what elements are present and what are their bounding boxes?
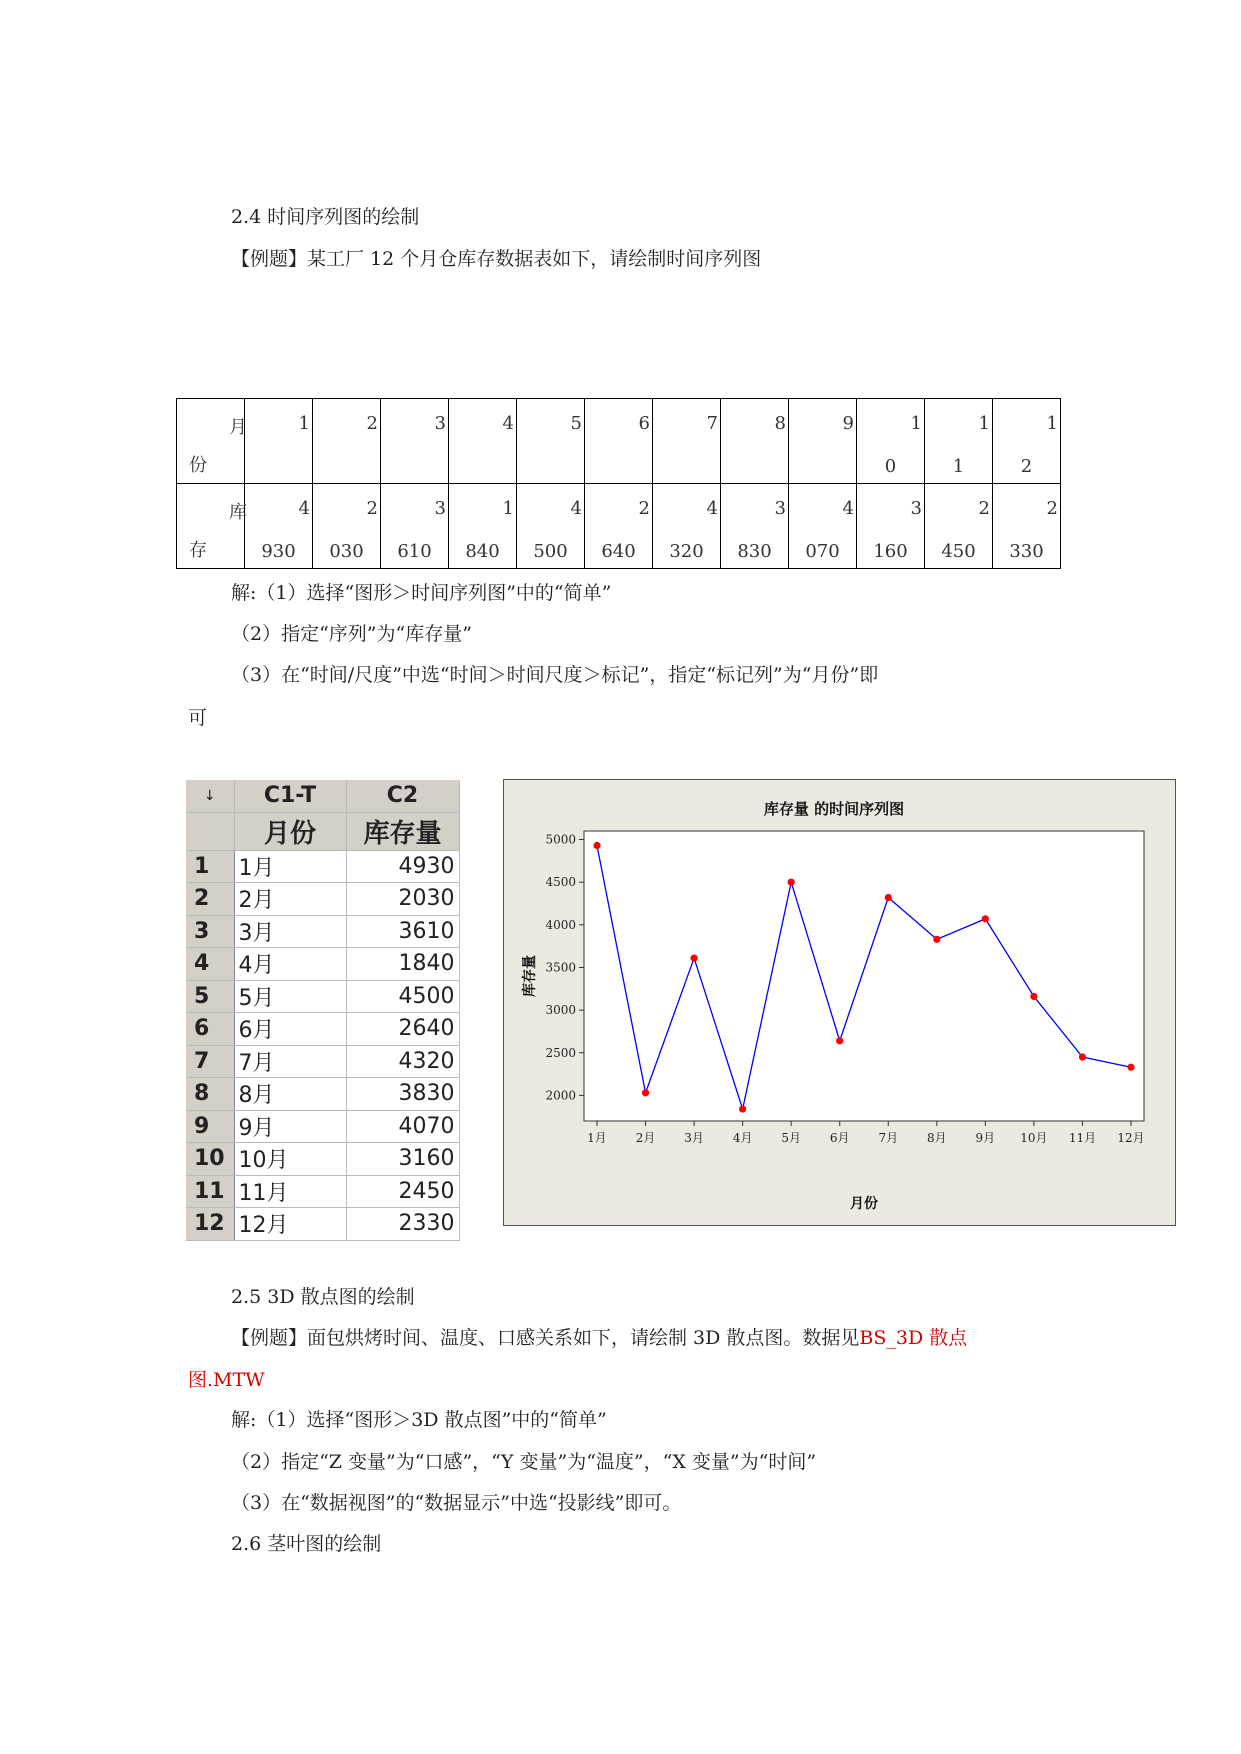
table-cell-stock <box>653 484 721 569</box>
table-cell-bottom: 500 <box>533 541 568 562</box>
y-tick-label: 4000 <box>545 917 576 932</box>
y-tick-label: 3000 <box>545 1003 576 1018</box>
table-cell-month <box>381 399 449 484</box>
worksheet-row <box>186 980 459 1013</box>
table-cell-top: 3 <box>434 498 446 519</box>
worksheet-row <box>186 915 459 948</box>
table-cell-bottom: 450 <box>941 541 976 562</box>
x-axis-title: 月份 <box>850 1196 878 1212</box>
table-header-month-bottom: 份 <box>189 455 207 476</box>
row-number[interactable]: 12 <box>186 1208 234 1241</box>
table-header-stock <box>177 484 245 569</box>
row-number[interactable]: 11 <box>186 1175 234 1208</box>
table-cell-stock <box>925 484 993 569</box>
y-tick-label: 4500 <box>545 875 576 890</box>
worksheet-corner-blank <box>186 812 234 850</box>
data-file-link[interactable]: BS_3D 散点 <box>859 1327 968 1349</box>
table-cell-month <box>653 399 721 484</box>
y-tick-label: 5000 <box>545 832 576 847</box>
column-name-month[interactable]: 月份 <box>234 812 346 850</box>
x-tick-label: 3月 <box>684 1131 704 1145</box>
x-tick-label: 9月 <box>975 1131 996 1145</box>
row-number[interactable]: 10 <box>186 1143 234 1176</box>
time-series-chart <box>503 779 1176 1226</box>
cell-stock[interactable]: 4930 <box>346 850 459 883</box>
y-tick-label: 3500 <box>545 960 576 975</box>
table-cell-bottom: 610 <box>397 541 432 562</box>
row-number[interactable]: 6 <box>186 1013 234 1046</box>
table-cell-top: 1 <box>910 413 922 434</box>
table-cell-stock <box>381 484 449 569</box>
y-tick-label: 2500 <box>545 1045 576 1060</box>
table-cell-month <box>925 399 993 484</box>
row-number[interactable]: 7 <box>186 1045 234 1078</box>
table-cell-stock <box>721 484 789 569</box>
data-point <box>836 1037 843 1044</box>
table-cell-bottom: 160 <box>873 541 908 562</box>
cell-month[interactable]: 10月 <box>234 1143 346 1176</box>
worksheet-row <box>186 1208 459 1241</box>
cell-stock[interactable]: 4320 <box>346 1045 459 1078</box>
plot-area <box>584 831 1144 1121</box>
data-point <box>788 879 795 886</box>
cell-month[interactable]: 11月 <box>234 1175 346 1208</box>
worksheet-row <box>186 1110 459 1143</box>
table-cell-top: 4 <box>298 498 310 519</box>
table-cell-top: 2 <box>366 498 378 519</box>
table-cell-bottom: 330 <box>1009 541 1044 562</box>
data-file-link-cont[interactable]: 图.MTW <box>188 1369 265 1391</box>
row-number[interactable]: 2 <box>186 883 234 916</box>
table-cell-stock <box>449 484 517 569</box>
table-cell-stock <box>993 484 1061 569</box>
table-header-month-top: 月 <box>229 417 247 438</box>
table-cell-top: 1 <box>502 498 514 519</box>
table-cell-top: 4 <box>842 498 854 519</box>
table-cell-stock <box>517 484 585 569</box>
table-row-month <box>177 399 1061 484</box>
example-text-2-5-main: 【例题】面包烘烤时间、温度、口感关系如下，请绘制 3D 散点图。数据见 <box>231 1327 860 1349</box>
data-point <box>739 1105 746 1112</box>
cell-month[interactable]: 5月 <box>234 980 346 1013</box>
x-tick-label: 11月 <box>1068 1131 1097 1145</box>
data-point <box>642 1089 649 1096</box>
table-cell-bottom: 320 <box>669 541 704 562</box>
cell-stock[interactable]: 2330 <box>346 1208 459 1241</box>
data-point <box>1030 993 1037 1000</box>
table-cell-top: 2 <box>366 413 378 434</box>
data-point <box>933 936 940 943</box>
row-number[interactable]: 8 <box>186 1078 234 1111</box>
cell-month[interactable]: 4月 <box>234 948 346 981</box>
x-tick-label: 8月 <box>926 1131 947 1145</box>
section-heading-2-4: 2.4 时间序列图的绘制 <box>231 206 420 228</box>
table-cell-top: 2 <box>638 498 650 519</box>
worksheet-row <box>186 1045 459 1078</box>
worksheet-row <box>186 1013 459 1046</box>
table-cell-bottom: 640 <box>601 541 636 562</box>
row-number[interactable]: 9 <box>186 1110 234 1143</box>
x-tick-label: 5月 <box>781 1131 802 1145</box>
table-cell-bottom: 830 <box>737 541 772 562</box>
x-tick-label: 12月 <box>1117 1131 1145 1145</box>
column-name-stock[interactable]: 库存量 <box>346 812 459 850</box>
table-cell-top: 3 <box>910 498 922 519</box>
table-cell-month <box>993 399 1061 484</box>
table-cell-month <box>449 399 517 484</box>
x-tick-label: 4月 <box>732 1131 753 1145</box>
cell-stock[interactable]: 2030 <box>346 883 459 916</box>
table-cell-month <box>313 399 381 484</box>
worksheet-row <box>186 1143 459 1176</box>
table-cell-top: 1 <box>298 413 310 434</box>
cell-stock[interactable]: 2640 <box>346 1013 459 1046</box>
data-point <box>885 894 892 901</box>
cell-month[interactable]: 1月 <box>234 850 346 883</box>
table-cell-top: 8 <box>774 413 786 434</box>
table-cell-top: 3 <box>434 413 446 434</box>
solution-2-5-step-3: （3）在“数据视图”的“数据显示”中选“投影线”即可。 <box>231 1492 682 1514</box>
table-cell-bottom: 1 <box>952 456 965 477</box>
cell-stock[interactable]: 4070 <box>346 1110 459 1143</box>
table-cell-top: 6 <box>638 413 650 434</box>
table-cell-top: 4 <box>502 413 514 434</box>
solution-step-2: （2）指定“序列”为“库存量” <box>231 623 472 645</box>
row-number[interactable]: 1 <box>186 850 234 883</box>
x-tick-label: 1月 <box>587 1131 607 1145</box>
column-id-c1[interactable]: C1-T <box>234 780 346 812</box>
data-point <box>1079 1053 1086 1060</box>
worksheet-row <box>186 948 459 981</box>
worksheet-row <box>186 850 459 883</box>
data-point <box>593 842 600 849</box>
table-cell-top: 7 <box>706 413 718 434</box>
table-cell-bottom: 0 <box>884 456 897 477</box>
table-cell-top: 4 <box>570 498 582 519</box>
x-tick-label: 2月 <box>635 1131 656 1145</box>
cell-stock[interactable]: 3160 <box>346 1143 459 1176</box>
cell-stock[interactable]: 1840 <box>346 948 459 981</box>
table-cell-stock <box>789 484 857 569</box>
table-cell-stock <box>585 484 653 569</box>
table-cell-top: 5 <box>570 413 582 434</box>
data-point <box>1127 1064 1134 1071</box>
cell-month[interactable]: 2月 <box>234 883 346 916</box>
table-cell-bottom: 2 <box>1020 456 1033 477</box>
section-heading-2-5: 2.5 3D 散点图的绘制 <box>231 1286 415 1308</box>
table-cell-month <box>517 399 585 484</box>
table-cell-top: 1 <box>1046 413 1058 434</box>
table-cell-month <box>789 399 857 484</box>
table-row-stock <box>177 484 1061 569</box>
worksheet-row <box>186 883 459 916</box>
data-point <box>690 954 697 961</box>
table-header-stock-bottom: 存 <box>189 540 207 561</box>
table-cell-stock <box>857 484 925 569</box>
table-cell-top: 4 <box>706 498 718 519</box>
row-number[interactable]: 4 <box>186 948 234 981</box>
cell-month[interactable]: 7月 <box>234 1045 346 1078</box>
table-cell-bottom: 070 <box>805 541 840 562</box>
worksheet-row <box>186 1078 459 1111</box>
cell-month[interactable]: 3月 <box>234 915 346 948</box>
solution-step-1: 解:（1）选择“图形＞时间序列图”中的“简单” <box>231 582 612 604</box>
table-cell-top: 2 <box>1046 498 1058 519</box>
table-cell-top: 9 <box>842 413 854 434</box>
example-text-2-5 <box>231 1325 967 1351</box>
solution-2-5-step-1: 解:（1）选择“图形＞3D 散点图”中的“简单” <box>231 1409 607 1431</box>
cell-stock[interactable]: 3610 <box>346 915 459 948</box>
cell-month[interactable]: 8月 <box>234 1078 346 1111</box>
chart-title: 库存量 的时间序列图 <box>763 800 905 818</box>
worksheet-row <box>186 1175 459 1208</box>
cell-stock[interactable]: 3830 <box>346 1078 459 1111</box>
cell-month[interactable]: 12月 <box>234 1208 346 1241</box>
table-cell-top: 3 <box>774 498 786 519</box>
section-heading-2-6: 2.6 茎叶图的绘制 <box>231 1533 382 1555</box>
table-cell-bottom: 030 <box>329 541 364 562</box>
y-tick-label: 2000 <box>545 1088 576 1103</box>
table-cell-month <box>857 399 925 484</box>
row-number[interactable]: 5 <box>186 980 234 1013</box>
cell-stock[interactable]: 2450 <box>346 1175 459 1208</box>
table-cell-stock <box>245 484 313 569</box>
solution-step-3-cont: 可 <box>188 707 208 729</box>
table-cell-top: 2 <box>978 498 990 519</box>
table-cell-top: 1 <box>978 413 990 434</box>
x-tick-label: 10月 <box>1020 1131 1048 1145</box>
table-header-month <box>177 399 245 484</box>
worksheet-corner-arrow[interactable]: ↓ <box>186 780 234 812</box>
solution-2-5-step-2: （2）指定“Z 变量”为“口感”，“Y 变量”为“温度”，“X 变量”为“时间” <box>231 1451 817 1473</box>
table-cell-bottom: 840 <box>465 541 500 562</box>
x-tick-label: 7月 <box>878 1131 899 1145</box>
minitab-worksheet <box>186 780 459 1239</box>
example-text-2-4: 【例题】某工厂 12 个月仓库存数据表如下，请绘制时间序列图 <box>231 248 762 270</box>
column-id-c2[interactable]: C2 <box>346 780 459 812</box>
chart-canvas <box>504 780 1175 1225</box>
y-axis-title: 库存量 <box>522 955 538 997</box>
table-cell-month <box>721 399 789 484</box>
cell-stock[interactable]: 4500 <box>346 980 459 1013</box>
table-cell-stock <box>313 484 381 569</box>
table-cell-bottom: 930 <box>261 541 296 562</box>
cell-month[interactable]: 9月 <box>234 1110 346 1143</box>
solution-step-3: （3）在“时间/尺度”中选“时间＞时间尺度＞标记”，指定“标记列”为“月份”即 <box>231 664 879 686</box>
x-tick-label: 6月 <box>829 1131 850 1145</box>
table-header-stock-top: 库 <box>229 502 247 523</box>
table-cell-month <box>245 399 313 484</box>
table-cell-month <box>585 399 653 484</box>
row-number[interactable]: 3 <box>186 915 234 948</box>
cell-month[interactable]: 6月 <box>234 1013 346 1046</box>
inventory-table <box>176 398 1061 569</box>
data-point <box>982 915 989 922</box>
